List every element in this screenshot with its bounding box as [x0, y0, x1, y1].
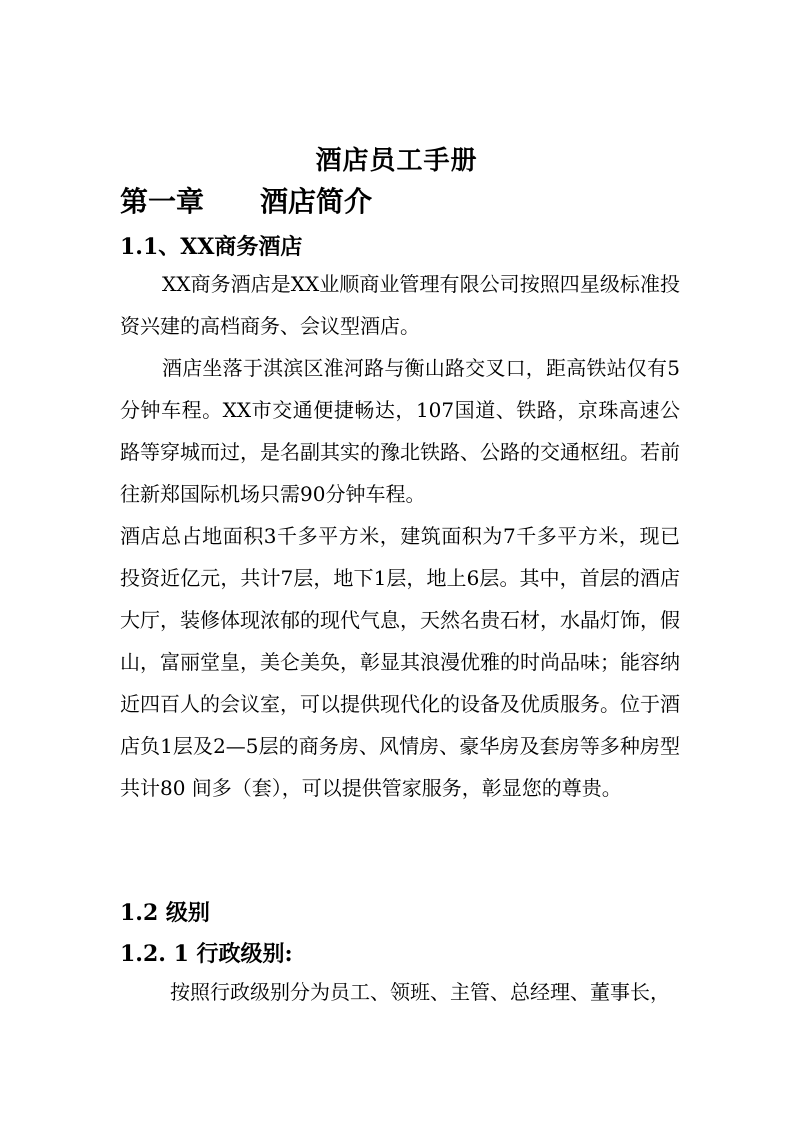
document-title: 酒店员工手册	[315, 146, 478, 176]
section-heading-1-1: 1.1、XX商务酒店	[120, 234, 303, 260]
paragraph-hotel-facilities: 酒店总占地面积3千多平方米，建筑面积为7千多平方米，现已投资近亿元，共计7层，地下1层，地上6层。其中，首层的酒店大厅，装修体现浓郁的现代气息，天然名贵石材，水晶灯饰，假山，富丽堂皇，美仑美奂，彰显其浪漫优雅的时尚品味；能容纳近四百人的会议室，可以提供现代化的设备及优质服务。位于酒店负1层及2—5层的商务房、风情房、豪华房及套房等多种房型共计80 间多（套），可以提供管家服务，彰显您的尊贵。	[120, 524, 680, 800]
subsection-heading-1-2-1: 1.2. 1 行政级别:	[120, 941, 293, 967]
chapter-heading	[120, 180, 372, 220]
paragraph-hotel-intro: XX商务酒店是XX业顺商业管理有限公司按照四星级标准投资兴建的高档商务、会议型酒店。	[120, 272, 680, 338]
section-heading-1-2: 1.2 级别	[120, 900, 210, 926]
paragraph-admin-levels: 按照行政级别分为员工、领班、主管、总经理、董事长，	[170, 980, 670, 1004]
paragraph-hotel-location: 酒店坐落于淇滨区淮河路与衡山路交叉口，距高铁站仅有5分钟车程。XX市交通便捷畅达，107国道、铁路，京珠高速公路等穿城而过，是名副其实的豫北铁路、公路的交通枢纽。若前往新郑国际机场只需90分钟车程。	[120, 356, 680, 506]
chapter-number: 第一章	[120, 185, 205, 218]
chapter-name: 酒店简介	[260, 185, 373, 218]
